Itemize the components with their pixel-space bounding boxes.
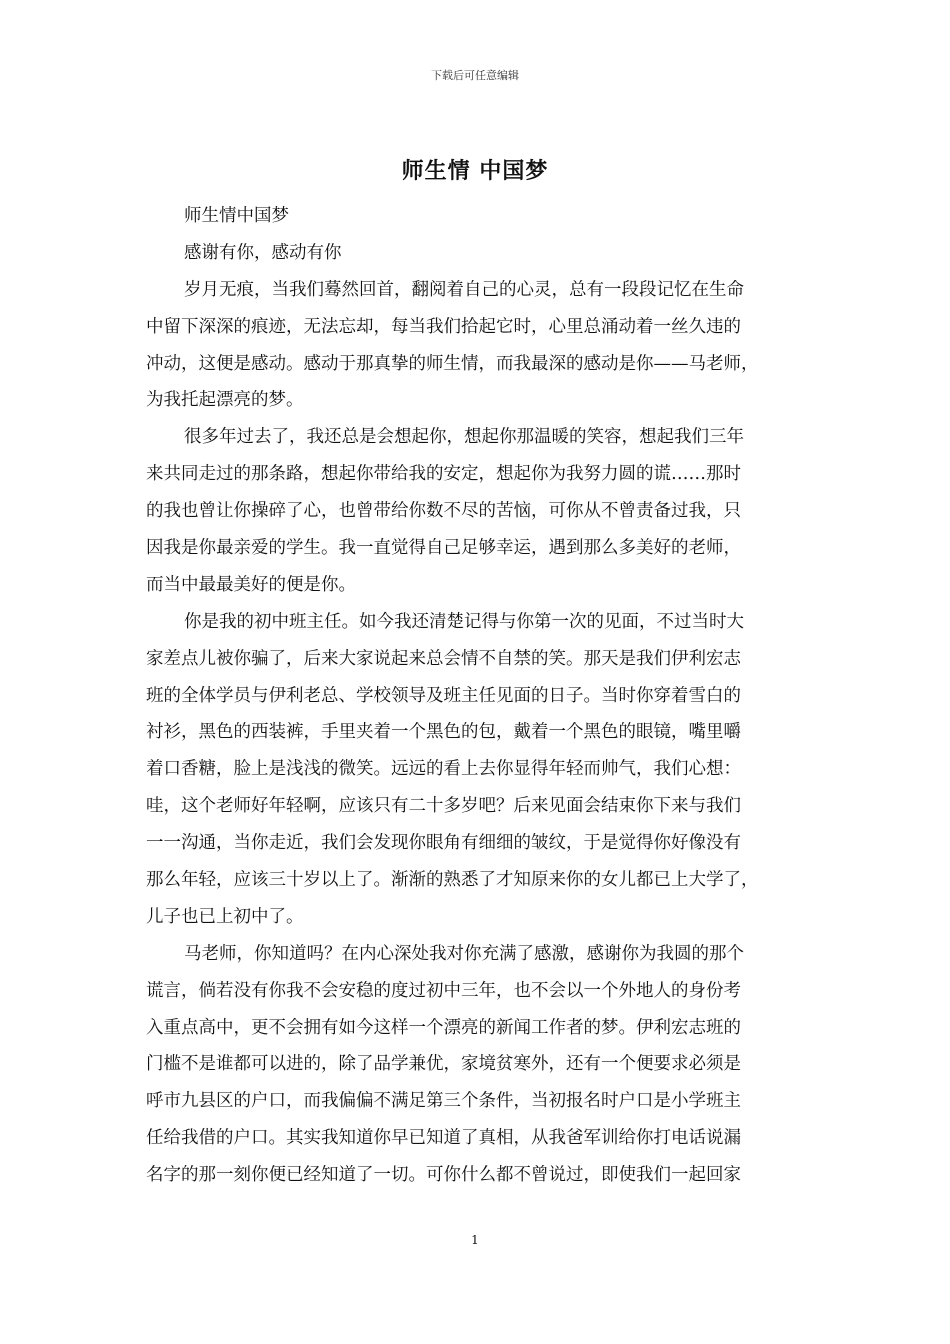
paragraph-line: 门槛不是谁都可以进的，除了品学兼优，家境贫寒外，还有一个便要求必须是 (146, 1054, 741, 1075)
paragraph-line: 那么年轻，应该三十岁以上了。渐渐的熟悉了才知原来你的女儿都已上大学了， (146, 870, 759, 891)
page-header: 下载后可任意编辑 (431, 69, 519, 82)
document-body (146, 198, 806, 1194)
paragraph-line: 衬衫，黑色的西装裤，手里夹着一个黑色的包，戴着一个黑色的眼镜，嘴里嚼 (146, 722, 741, 743)
paragraph-line: 哇，这个老师好年轻啊，应该只有二十多岁吧？后来见面会结束你下来与我们 (146, 796, 741, 817)
paragraph-line: 一一沟通，当你走近，我们会发现你眼角有细细的皱纹，于是觉得你好像没有 (146, 833, 741, 854)
paragraph-line: 着口香糖，脸上是浅浅的微笑。远远的看上去你显得年轻而帅气，我们心想： (146, 759, 741, 780)
paragraph-line: 你是我的初中班主任。如今我还清楚记得与你第一次的见面，不过当时大 (184, 611, 744, 632)
document-title: 师生情 中国梦 (401, 158, 549, 184)
subtitle-line: 感谢有你，感动有你 (184, 242, 342, 263)
paragraph-line: 儿子也已上初中了。 (146, 906, 304, 927)
paragraph-line: 谎言，倘若没有你我不会安稳的度过初中三年，也不会以一个外地人的身份考 (146, 980, 741, 1001)
paragraph-line: 任给我借的户口。其实我知道你早已知道了真相，从我爸军训给你打电话说漏 (146, 1128, 741, 1149)
paragraph-line: 很多年过去了，我还总是会想起你，想起你那温暖的笑容，想起我们三年 (184, 427, 744, 448)
page-number: 1 (471, 1233, 479, 1247)
paragraph-line: 马老师，你知道吗？在内心深处我对你充满了感激，感谢你为我圆的那个 (184, 943, 744, 964)
paragraph-line: 入重点高中，更不会拥有如今这样一个漂亮的新闻工作者的梦。伊利宏志班的 (146, 1017, 741, 1038)
paragraph-line: 因我是你最亲爱的学生。我一直觉得自己足够幸运，遇到那么多美好的老师， (146, 538, 741, 559)
paragraph-line: 的我也曾让你操碎了心，也曾带给你数不尽的苦恼，可你从不曾责备过我，只 (146, 501, 741, 522)
paragraph-line: 中留下深深的痕迹，无法忘却，每当我们拾起它时，心里总涌动着一丝久违的 (146, 316, 741, 337)
paragraph-line: 而当中最最美好的便是你。 (146, 574, 356, 595)
paragraph-line: 冲动，这便是感动。感动于那真挚的师生情，而我最深的感动是你——马老师， (146, 353, 759, 374)
paragraph-line: 班的全体学员与伊利老总、学校领导及班主任见面的日子。当时你穿着雪白的 (146, 685, 741, 706)
paragraph-line: 呼市九县区的户口，而我偏偏不满足第三个条件，当初报名时户口是小学班主 (146, 1091, 741, 1112)
paragraph-line: 家差点儿被你骗了，后来大家说起来总会情不自禁的笑。那天是我们伊利宏志 (146, 648, 741, 669)
paragraph-line: 来共同走过的那条路，想起你带给我的安定，想起你为我努力圆的谎……那时 (146, 464, 741, 485)
paragraph-line: 为我托起漂亮的梦。 (146, 390, 304, 411)
paragraph-line: 名字的那一刻你便已经知道了一切。可你什么都不曾说过，即使我们一起回家 (146, 1165, 741, 1186)
subtitle-line: 师生情中国梦 (184, 206, 289, 226)
paragraph-line: 岁月无痕，当我们蓦然回首，翻阅着自己的心灵，总有一段段记忆在生命 (184, 279, 744, 300)
